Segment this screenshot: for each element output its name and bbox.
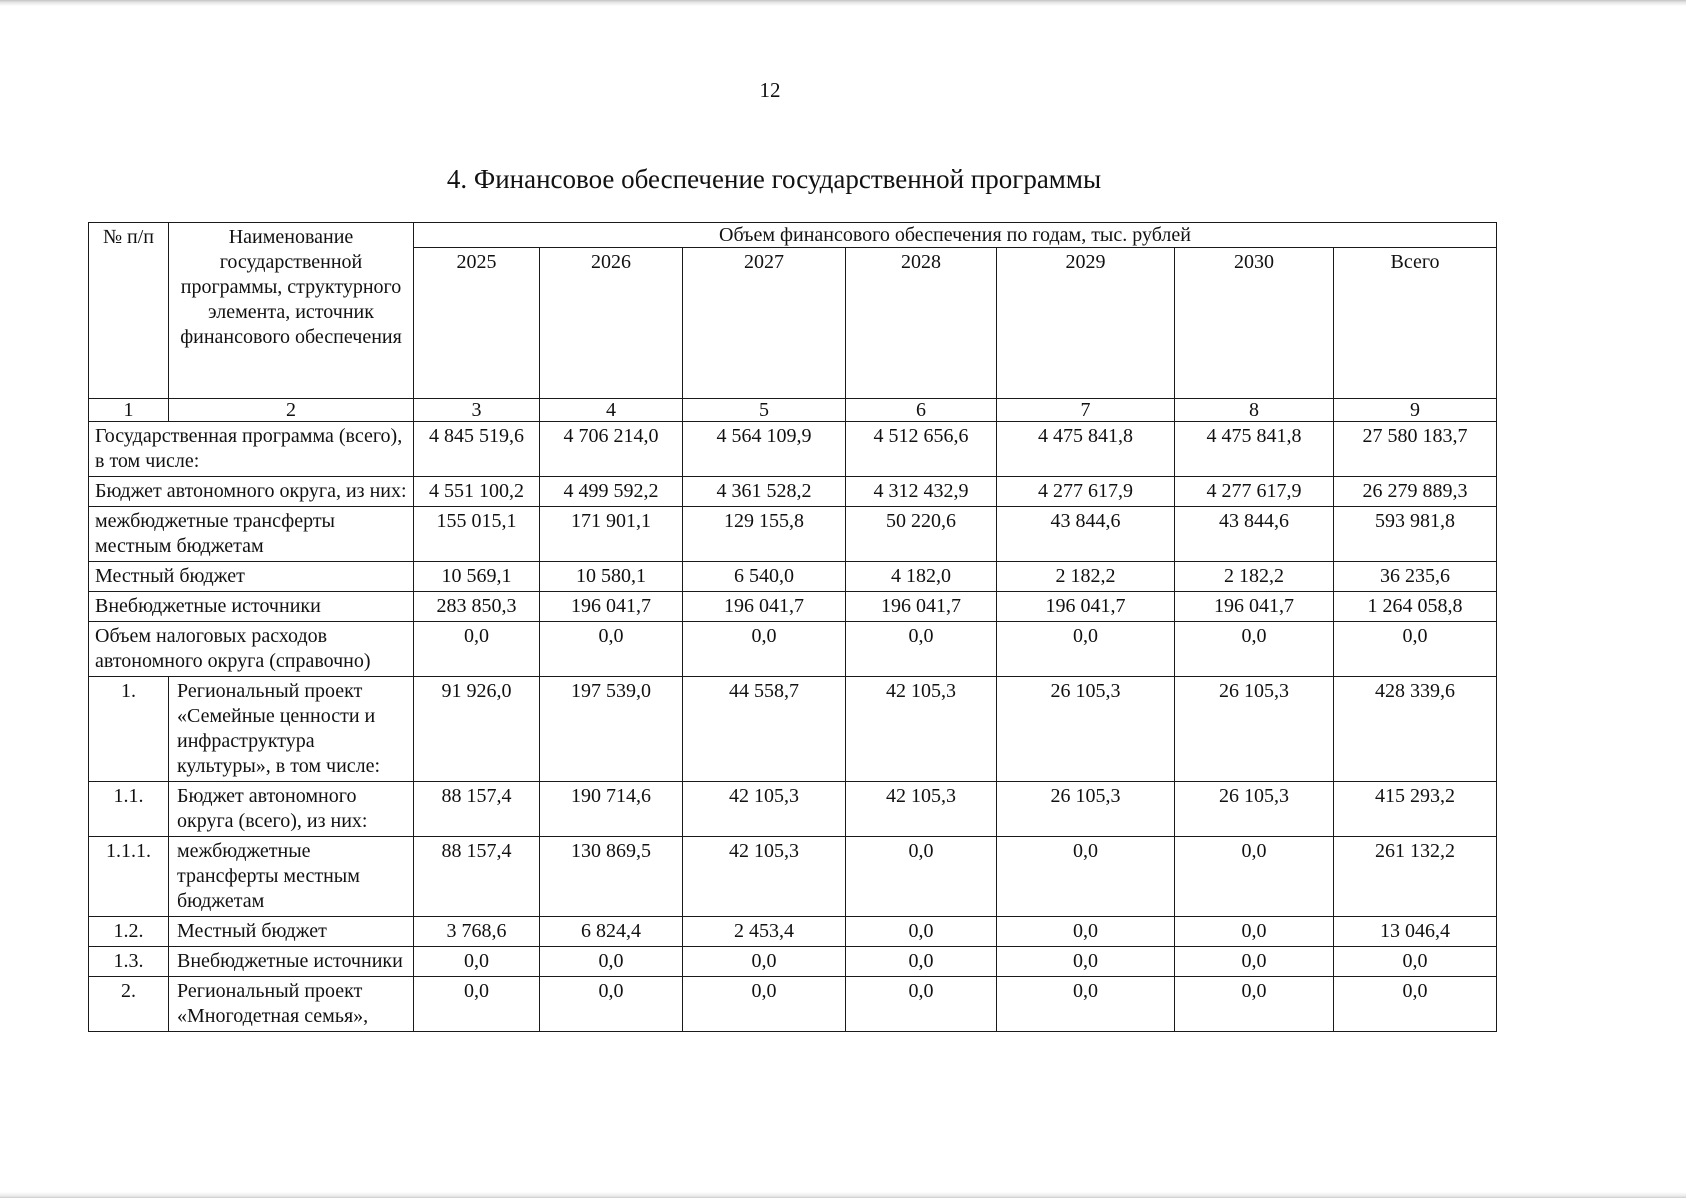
table-row [89, 422, 1497, 477]
cell-value: 88 157,4 [414, 837, 540, 917]
row-number: 2. [89, 977, 169, 1032]
cell-value: 2 182,2 [997, 562, 1175, 592]
cell-value: 0,0 [846, 917, 997, 947]
cell-value: 6 824,4 [540, 917, 683, 947]
cell-value: 88 157,4 [414, 782, 540, 837]
column-index: 2 [169, 399, 414, 422]
cell-value: 4 845 519,6 [414, 422, 540, 477]
column-index-row [89, 399, 1497, 422]
cell-value: 4 182,0 [846, 562, 997, 592]
cell-value: 0,0 [846, 837, 997, 917]
cell-value: 42 105,3 [683, 837, 846, 917]
table-body [89, 422, 1497, 1032]
cell-value: 0,0 [1334, 622, 1497, 677]
cell-value: 4 475 841,8 [1175, 422, 1334, 477]
cell-value: 0,0 [1175, 947, 1334, 977]
header-year-2030: 2030 [1175, 248, 1334, 399]
cell-value: 0,0 [997, 837, 1175, 917]
table-row [89, 977, 1497, 1032]
column-index: 9 [1334, 399, 1497, 422]
cell-value: 4 512 656,6 [846, 422, 997, 477]
cell-value: 0,0 [1175, 917, 1334, 947]
cell-value: 428 339,6 [1334, 677, 1497, 782]
cell-value: 4 499 592,2 [540, 477, 683, 507]
cell-value: 10 569,1 [414, 562, 540, 592]
cell-value: 0,0 [997, 917, 1175, 947]
cell-value: 196 041,7 [997, 592, 1175, 622]
cell-value: 2 182,2 [1175, 562, 1334, 592]
row-name: межбюджетные трансферты местным бюджетам [89, 507, 414, 562]
header-year-2025: 2025 [414, 248, 540, 399]
financing-table [88, 222, 1497, 1032]
cell-value: 26 105,3 [1175, 782, 1334, 837]
cell-value: 27 580 183,7 [1334, 422, 1497, 477]
column-index: 7 [997, 399, 1175, 422]
row-number: 1. [89, 677, 169, 782]
column-index: 4 [540, 399, 683, 422]
cell-value: 593 981,8 [1334, 507, 1497, 562]
cell-value: 0,0 [997, 977, 1175, 1032]
cell-value: 196 041,7 [1175, 592, 1334, 622]
cell-value: 196 041,7 [846, 592, 997, 622]
row-name: Региональный проект «Семейные ценности и инфраструктура культуры», в том числе: [169, 677, 414, 782]
cell-value: 26 279 889,3 [1334, 477, 1497, 507]
header-year-2027: 2027 [683, 248, 846, 399]
header-num-col: № п/п [89, 223, 169, 399]
column-index: 6 [846, 399, 997, 422]
row-name: Региональный проект «Многодетная семья», [169, 977, 414, 1032]
cell-value: 42 105,3 [846, 677, 997, 782]
scan-edge-bottom [0, 1192, 1686, 1198]
column-index: 1 [89, 399, 169, 422]
scan-edge-top [0, 0, 1686, 6]
cell-value: 3 768,6 [414, 917, 540, 947]
row-name: Объем налоговых расходов автономного округа (справочно) [89, 622, 414, 677]
cell-value: 0,0 [540, 947, 683, 977]
table-row [89, 622, 1497, 677]
cell-value: 26 105,3 [997, 782, 1175, 837]
page-number: 12 [759, 78, 781, 102]
cell-value: 6 540,0 [683, 562, 846, 592]
header-year-2026: 2026 [540, 248, 683, 399]
header-total: Всего [1334, 248, 1497, 399]
cell-value: 283 850,3 [414, 592, 540, 622]
table-row [89, 592, 1497, 622]
cell-value: 190 714,6 [540, 782, 683, 837]
cell-value: 196 041,7 [683, 592, 846, 622]
column-index: 3 [414, 399, 540, 422]
cell-value: 4 277 617,9 [1175, 477, 1334, 507]
cell-value: 43 844,6 [997, 507, 1175, 562]
cell-value: 129 155,8 [683, 507, 846, 562]
row-number: 1.1. [89, 782, 169, 837]
cell-value: 0,0 [540, 977, 683, 1032]
cell-value: 36 235,6 [1334, 562, 1497, 592]
cell-value: 0,0 [1175, 837, 1334, 917]
table-row [89, 562, 1497, 592]
cell-value: 0,0 [414, 622, 540, 677]
cell-value: 26 105,3 [1175, 677, 1334, 782]
cell-value: 4 361 528,2 [683, 477, 846, 507]
header-year-2028: 2028 [846, 248, 997, 399]
cell-value: 10 580,1 [540, 562, 683, 592]
cell-value: 0,0 [1175, 977, 1334, 1032]
header-name-col: Наименование государственной программы, структурного элемента, источник финансового обеспечения [169, 223, 414, 399]
row-name: Местный бюджет [89, 562, 414, 592]
cell-value: 4 312 432,9 [846, 477, 997, 507]
header-row-group [89, 223, 1497, 248]
cell-value: 0,0 [414, 977, 540, 1032]
cell-value: 0,0 [1175, 622, 1334, 677]
cell-value: 50 220,6 [846, 507, 997, 562]
cell-value: 415 293,2 [1334, 782, 1497, 837]
cell-value: 130 869,5 [540, 837, 683, 917]
cell-value: 0,0 [683, 947, 846, 977]
cell-value: 42 105,3 [846, 782, 997, 837]
row-name: Внебюджетные источники [169, 947, 414, 977]
cell-value: 0,0 [997, 947, 1175, 977]
cell-value: 0,0 [846, 977, 997, 1032]
cell-value: 4 475 841,8 [997, 422, 1175, 477]
row-number: 1.2. [89, 917, 169, 947]
table-row [89, 837, 1497, 917]
cell-value: 196 041,7 [540, 592, 683, 622]
cell-value: 4 277 617,9 [997, 477, 1175, 507]
cell-value: 0,0 [846, 622, 997, 677]
cell-value: 155 015,1 [414, 507, 540, 562]
table-row [89, 782, 1497, 837]
row-name: Местный бюджет [169, 917, 414, 947]
column-index: 8 [1175, 399, 1334, 422]
row-number: 1.3. [89, 947, 169, 977]
header-year-2029: 2029 [997, 248, 1175, 399]
cell-value: 4 551 100,2 [414, 477, 540, 507]
cell-value: 0,0 [414, 947, 540, 977]
cell-value: 2 453,4 [683, 917, 846, 947]
row-name: Бюджет автономного округа (всего), из них: [169, 782, 414, 837]
row-name: Государственная программа (всего), в том числе: [89, 422, 414, 477]
row-name: Бюджет автономного округа, из них: [89, 477, 414, 507]
row-name: Внебюджетные источники [89, 592, 414, 622]
cell-value: 0,0 [1334, 947, 1497, 977]
table-row [89, 507, 1497, 562]
table-row [89, 677, 1497, 782]
cell-value: 197 539,0 [540, 677, 683, 782]
page-title: 4. Финансовое обеспечение государственной программы [446, 164, 1102, 194]
row-number: 1.1.1. [89, 837, 169, 917]
cell-value: 0,0 [683, 622, 846, 677]
cell-value: 0,0 [997, 622, 1175, 677]
cell-value: 26 105,3 [997, 677, 1175, 782]
cell-value: 171 901,1 [540, 507, 683, 562]
table-row [89, 917, 1497, 947]
cell-value: 13 046,4 [1334, 917, 1497, 947]
cell-value: 1 264 058,8 [1334, 592, 1497, 622]
cell-value: 0,0 [1334, 977, 1497, 1032]
header-financing-group: Объем финансового обеспечения по годам, тыс. рублей [414, 223, 1497, 248]
column-index: 5 [683, 399, 846, 422]
cell-value: 261 132,2 [1334, 837, 1497, 917]
cell-value: 4 564 109,9 [683, 422, 846, 477]
cell-value: 0,0 [846, 947, 997, 977]
cell-value: 0,0 [683, 977, 846, 1032]
table-row [89, 947, 1497, 977]
cell-value: 91 926,0 [414, 677, 540, 782]
cell-value: 43 844,6 [1175, 507, 1334, 562]
cell-value: 4 706 214,0 [540, 422, 683, 477]
cell-value: 44 558,7 [683, 677, 846, 782]
row-name: межбюджетные трансферты местным бюджетам [169, 837, 414, 917]
table-row [89, 477, 1497, 507]
cell-value: 42 105,3 [683, 782, 846, 837]
cell-value: 0,0 [540, 622, 683, 677]
